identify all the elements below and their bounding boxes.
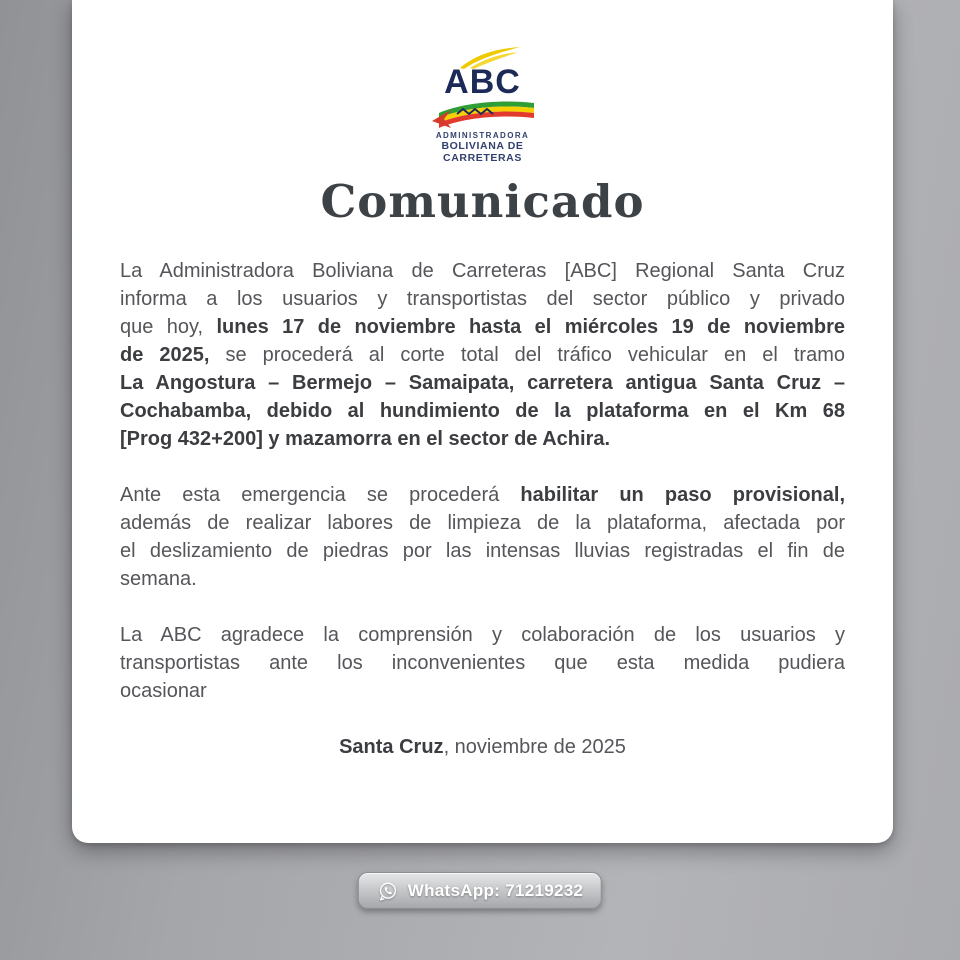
logo-caption bbox=[120, 132, 845, 163]
paragraph bbox=[120, 621, 845, 705]
text-run: que hoy, bbox=[120, 316, 217, 338]
flag-ribbon-icon bbox=[431, 99, 535, 129]
text-run: semana. bbox=[120, 568, 197, 590]
paragraph-line bbox=[120, 313, 845, 341]
paragraph-line bbox=[120, 537, 845, 565]
text-run: La Administradora Boliviana de Carreteras [ABC] Regional Santa Cruz bbox=[120, 260, 845, 282]
whatsapp-label: WhatsApp: 71219232 bbox=[407, 880, 584, 900]
whatsapp-icon bbox=[377, 880, 399, 902]
whatsapp-contact-button[interactable] bbox=[358, 872, 602, 909]
abc-logo bbox=[120, 0, 845, 163]
logo-caption-line: CARRETERAS bbox=[443, 151, 522, 164]
text-run: además de realizar labores de limpieza de la plataforma, afectada por bbox=[120, 512, 845, 534]
text-run: informa a los usuarios y transportistas del sector público y privado bbox=[120, 288, 845, 310]
text-run-bold: La Angostura – Bermejo – Samaipata, carretera antigua Santa Cruz – bbox=[120, 372, 845, 394]
paragraph-line bbox=[120, 649, 845, 677]
text-run-bold: habilitar un paso provisional, bbox=[520, 484, 845, 506]
text-run: La ABC agradece la comprensión y colaboración de los usuarios y bbox=[120, 624, 845, 646]
paragraph-line bbox=[120, 341, 845, 369]
paragraph bbox=[120, 481, 845, 593]
paragraph-line bbox=[120, 397, 845, 425]
text-run-bold: Cochabamba, debido al hundimiento de la plataforma en el Km 68 bbox=[120, 400, 845, 422]
paragraph-line bbox=[120, 285, 845, 313]
paragraph-line bbox=[120, 369, 845, 397]
paragraph-line bbox=[120, 509, 845, 537]
logo-abc-text: ABC bbox=[444, 63, 521, 101]
paragraph-line bbox=[120, 481, 845, 509]
text-run: Ante esta emergencia se procederá bbox=[120, 484, 521, 506]
paragraph-line bbox=[120, 257, 845, 285]
paragraph bbox=[120, 257, 845, 453]
text-run-bold: lunes 17 de noviembre hasta el miércoles 19 de noviembre bbox=[216, 316, 845, 338]
communique-body bbox=[120, 257, 845, 705]
communique-card bbox=[72, 0, 893, 843]
signoff-date: , noviembre de 2025 bbox=[443, 736, 626, 758]
paragraph-line bbox=[120, 677, 845, 705]
text-run-bold: [Prog 432+200] y mazamorra en el sector de Achira. bbox=[120, 428, 611, 450]
text-run: se procederá al corte total del tráfico vehicular en el tramo bbox=[209, 344, 846, 366]
page-title: Comunicado bbox=[320, 175, 645, 228]
logo-caption-line: BOLIVIANA DE bbox=[441, 140, 524, 152]
paragraph-line bbox=[120, 621, 845, 649]
text-run: transportistas ante los inconvenientes que esta medida pudiera bbox=[120, 652, 845, 674]
signoff-city: Santa Cruz bbox=[339, 736, 444, 758]
text-run: el deslizamiento de piedras por las intensas lluvias registradas el fin de bbox=[120, 540, 845, 562]
text-run-bold: de 2025, bbox=[120, 344, 210, 366]
paragraph-line bbox=[120, 425, 845, 453]
logo-caption-line: ADMINISTRADORA bbox=[435, 131, 530, 140]
signoff bbox=[120, 733, 845, 761]
paragraph-line bbox=[120, 565, 845, 593]
text-run: ocasionar bbox=[120, 680, 207, 702]
